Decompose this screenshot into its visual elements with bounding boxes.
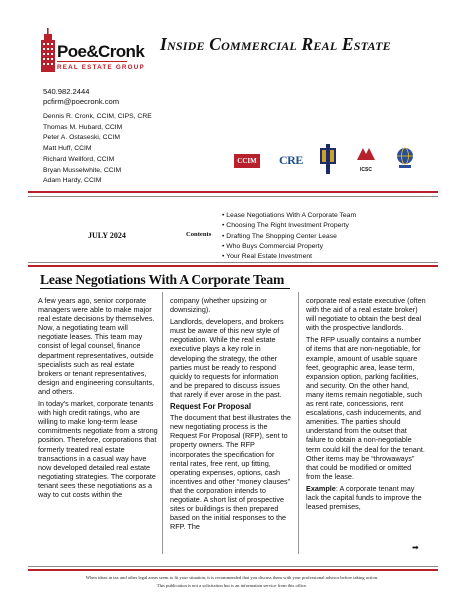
example-label: Example bbox=[306, 483, 336, 493]
header-divider bbox=[28, 191, 438, 193]
staff-member: Thomas M. Hubard, CCIM bbox=[43, 123, 123, 131]
example-text: : A corporate tenant may lack the capital funds to improve the leased premises, bbox=[306, 483, 422, 512]
staff-member: Bryan Musselwhite, CCIM bbox=[43, 166, 122, 174]
paragraph bbox=[306, 484, 427, 511]
cre-logo bbox=[279, 148, 303, 174]
logo-divider bbox=[57, 61, 127, 62]
logo-subtitle: REAL ESTATE GROUP bbox=[57, 64, 145, 71]
footer-divider-red bbox=[28, 569, 438, 571]
toc-item[interactable]: • Choosing The Right Investment Property bbox=[222, 222, 349, 230]
staff-member: Adam Hardy, CCIM bbox=[43, 177, 102, 185]
ccim-logo bbox=[234, 148, 260, 174]
icsc-logo-text: ICSC bbox=[360, 167, 372, 173]
toc-item[interactable]: • Who Buys Commercial Property bbox=[222, 242, 323, 250]
column-divider bbox=[162, 292, 163, 554]
contact-email[interactable]: pcfirm@poecronk.com bbox=[43, 97, 120, 106]
contents-divider-red bbox=[28, 265, 438, 267]
article-column-1 bbox=[38, 296, 159, 502]
ccim-logo-text: CCIM bbox=[234, 154, 260, 168]
toc-item-label: Your Real Estate Investment bbox=[226, 253, 313, 261]
staff-member: Matt Huff, CCIM bbox=[43, 145, 92, 153]
newsletter-title: Inside Commercial Real Estate bbox=[160, 34, 391, 54]
logo bbox=[38, 28, 58, 72]
footer-note: This publication is not a solicitation but is an information service from this office. bbox=[156, 583, 308, 588]
contents-divider bbox=[28, 262, 438, 263]
article-headline: Lease Negotiations With A Corporate Team bbox=[40, 272, 285, 287]
globe-emblem-icon bbox=[395, 146, 415, 170]
cre-logo-text: CRE bbox=[279, 153, 303, 167]
irem-emblem-icon bbox=[318, 144, 338, 174]
staff-member: Richard Wellford, CCIM bbox=[43, 155, 115, 163]
paragraph: Landlords, developers, and brokers must be aware of this new style of negotiation. While the real estate executive plays a key role in developing the strategy, the other parties must be ready to respond quickly to requests for information and be prepared to discuss issues that rarely if ever arose in the past. bbox=[170, 317, 284, 399]
logo-wordmark: Poe&Cronk bbox=[57, 42, 145, 61]
toc-item-label: Choosing The Right Investment Property bbox=[226, 222, 349, 230]
column-divider bbox=[298, 292, 299, 554]
paragraph: A few years ago, senior corporate managers were able to make major real estate decisions by themselves. Now, a negotiating team will negotiate leases. This team may consist of legal counsel, finance department representatives, outside specialists such as real estate brokers or tenant representatives, design and engineering consultants, and others. bbox=[38, 296, 155, 396]
section-heading: Request For Proposal bbox=[170, 402, 252, 412]
contents-label: Contents bbox=[186, 231, 212, 238]
contact-phone: 540.982.2444 bbox=[43, 87, 90, 96]
irem-logo bbox=[318, 144, 338, 170]
header-divider-thin bbox=[28, 196, 438, 197]
staff-member: Peter A. Ostaseski, CCIM bbox=[43, 134, 121, 142]
paragraph: company (whether upsizing or downsizing). bbox=[170, 296, 267, 315]
toc-item-label: Drafting The Shopping Center Lease bbox=[226, 232, 337, 240]
issue-date: JULY 2024 bbox=[88, 231, 126, 240]
toc-item-label: Lease Negotiations With A Corporate Team bbox=[226, 212, 357, 219]
toc-item[interactable]: • Lease Negotiations With A Corporate Team bbox=[222, 212, 357, 219]
icsc-emblem-icon bbox=[355, 146, 377, 162]
toc-item-label: Who Buys Commercial Property bbox=[226, 242, 323, 250]
table-of-contents bbox=[222, 211, 356, 262]
toc-item[interactable]: • Your Real Estate Investment bbox=[222, 253, 313, 261]
continued-arrow-icon: ➡ bbox=[412, 543, 419, 552]
paragraph: corporate real estate executive (often with the aid of a real estate broker) will negotiate to obtain the best deal with the prospective landlords. bbox=[306, 296, 426, 333]
icsc-logo bbox=[355, 146, 377, 172]
building-logo-icon bbox=[38, 28, 58, 72]
staff-member: Dennis R. Cronk, CCIM, CIPS, CRE bbox=[43, 113, 152, 120]
headline-underline bbox=[40, 288, 290, 289]
toc-item[interactable]: • Drafting The Shopping Center Lease bbox=[222, 232, 337, 240]
paragraph: The RFP usually contains a number of items that are non-negotiable, for example, amount of usable square feet, geographic area, lease term, expansion option, parking facilities, and security. On the other hand, many items remain negotiable, such as rent rate, concessions, rent escalations, cash inducements, and amenities. The parties should understand from the outset that failure to obtain a non-negotiable term could kill the deal for the tenant. Other items may be “throwaways” that could be modified or omitted from the lease. bbox=[306, 335, 425, 481]
article-column-3 bbox=[306, 296, 427, 514]
fiabci-logo bbox=[395, 146, 415, 172]
paragraph: In today's market, corporate tenants with high credit ratings, who are willing to make long-term lease commitments negotiate from a strong position. Therefore, corporations that formerly treated real estate transactions in a casual way have now developed detailed real estate negotiating strategies. The corporate tenant sees these negotiations as a way to cut costs within the bbox=[38, 399, 158, 499]
footer-disclaimer: When ideas in tax and other legal areas seem to fit your situation, it is recommended that you discuss them with your professional advisor before taking action. bbox=[85, 575, 379, 580]
paragraph: The document that best illustrates the new negotiating process is the Request For Proposal (RFP), sent to property owners. The RFP incorporates the specification for rental rates, free rent, up fitting, operating expenses, options, cash incentives and other “money clauses” that the corporation intends to negotiate. A short list of prospective sites or buildings is then prepared based on the initial responses to the RFP. The bbox=[170, 413, 291, 532]
staff-list bbox=[43, 112, 152, 187]
article-column-2 bbox=[170, 296, 291, 534]
footer-divider bbox=[28, 566, 438, 567]
